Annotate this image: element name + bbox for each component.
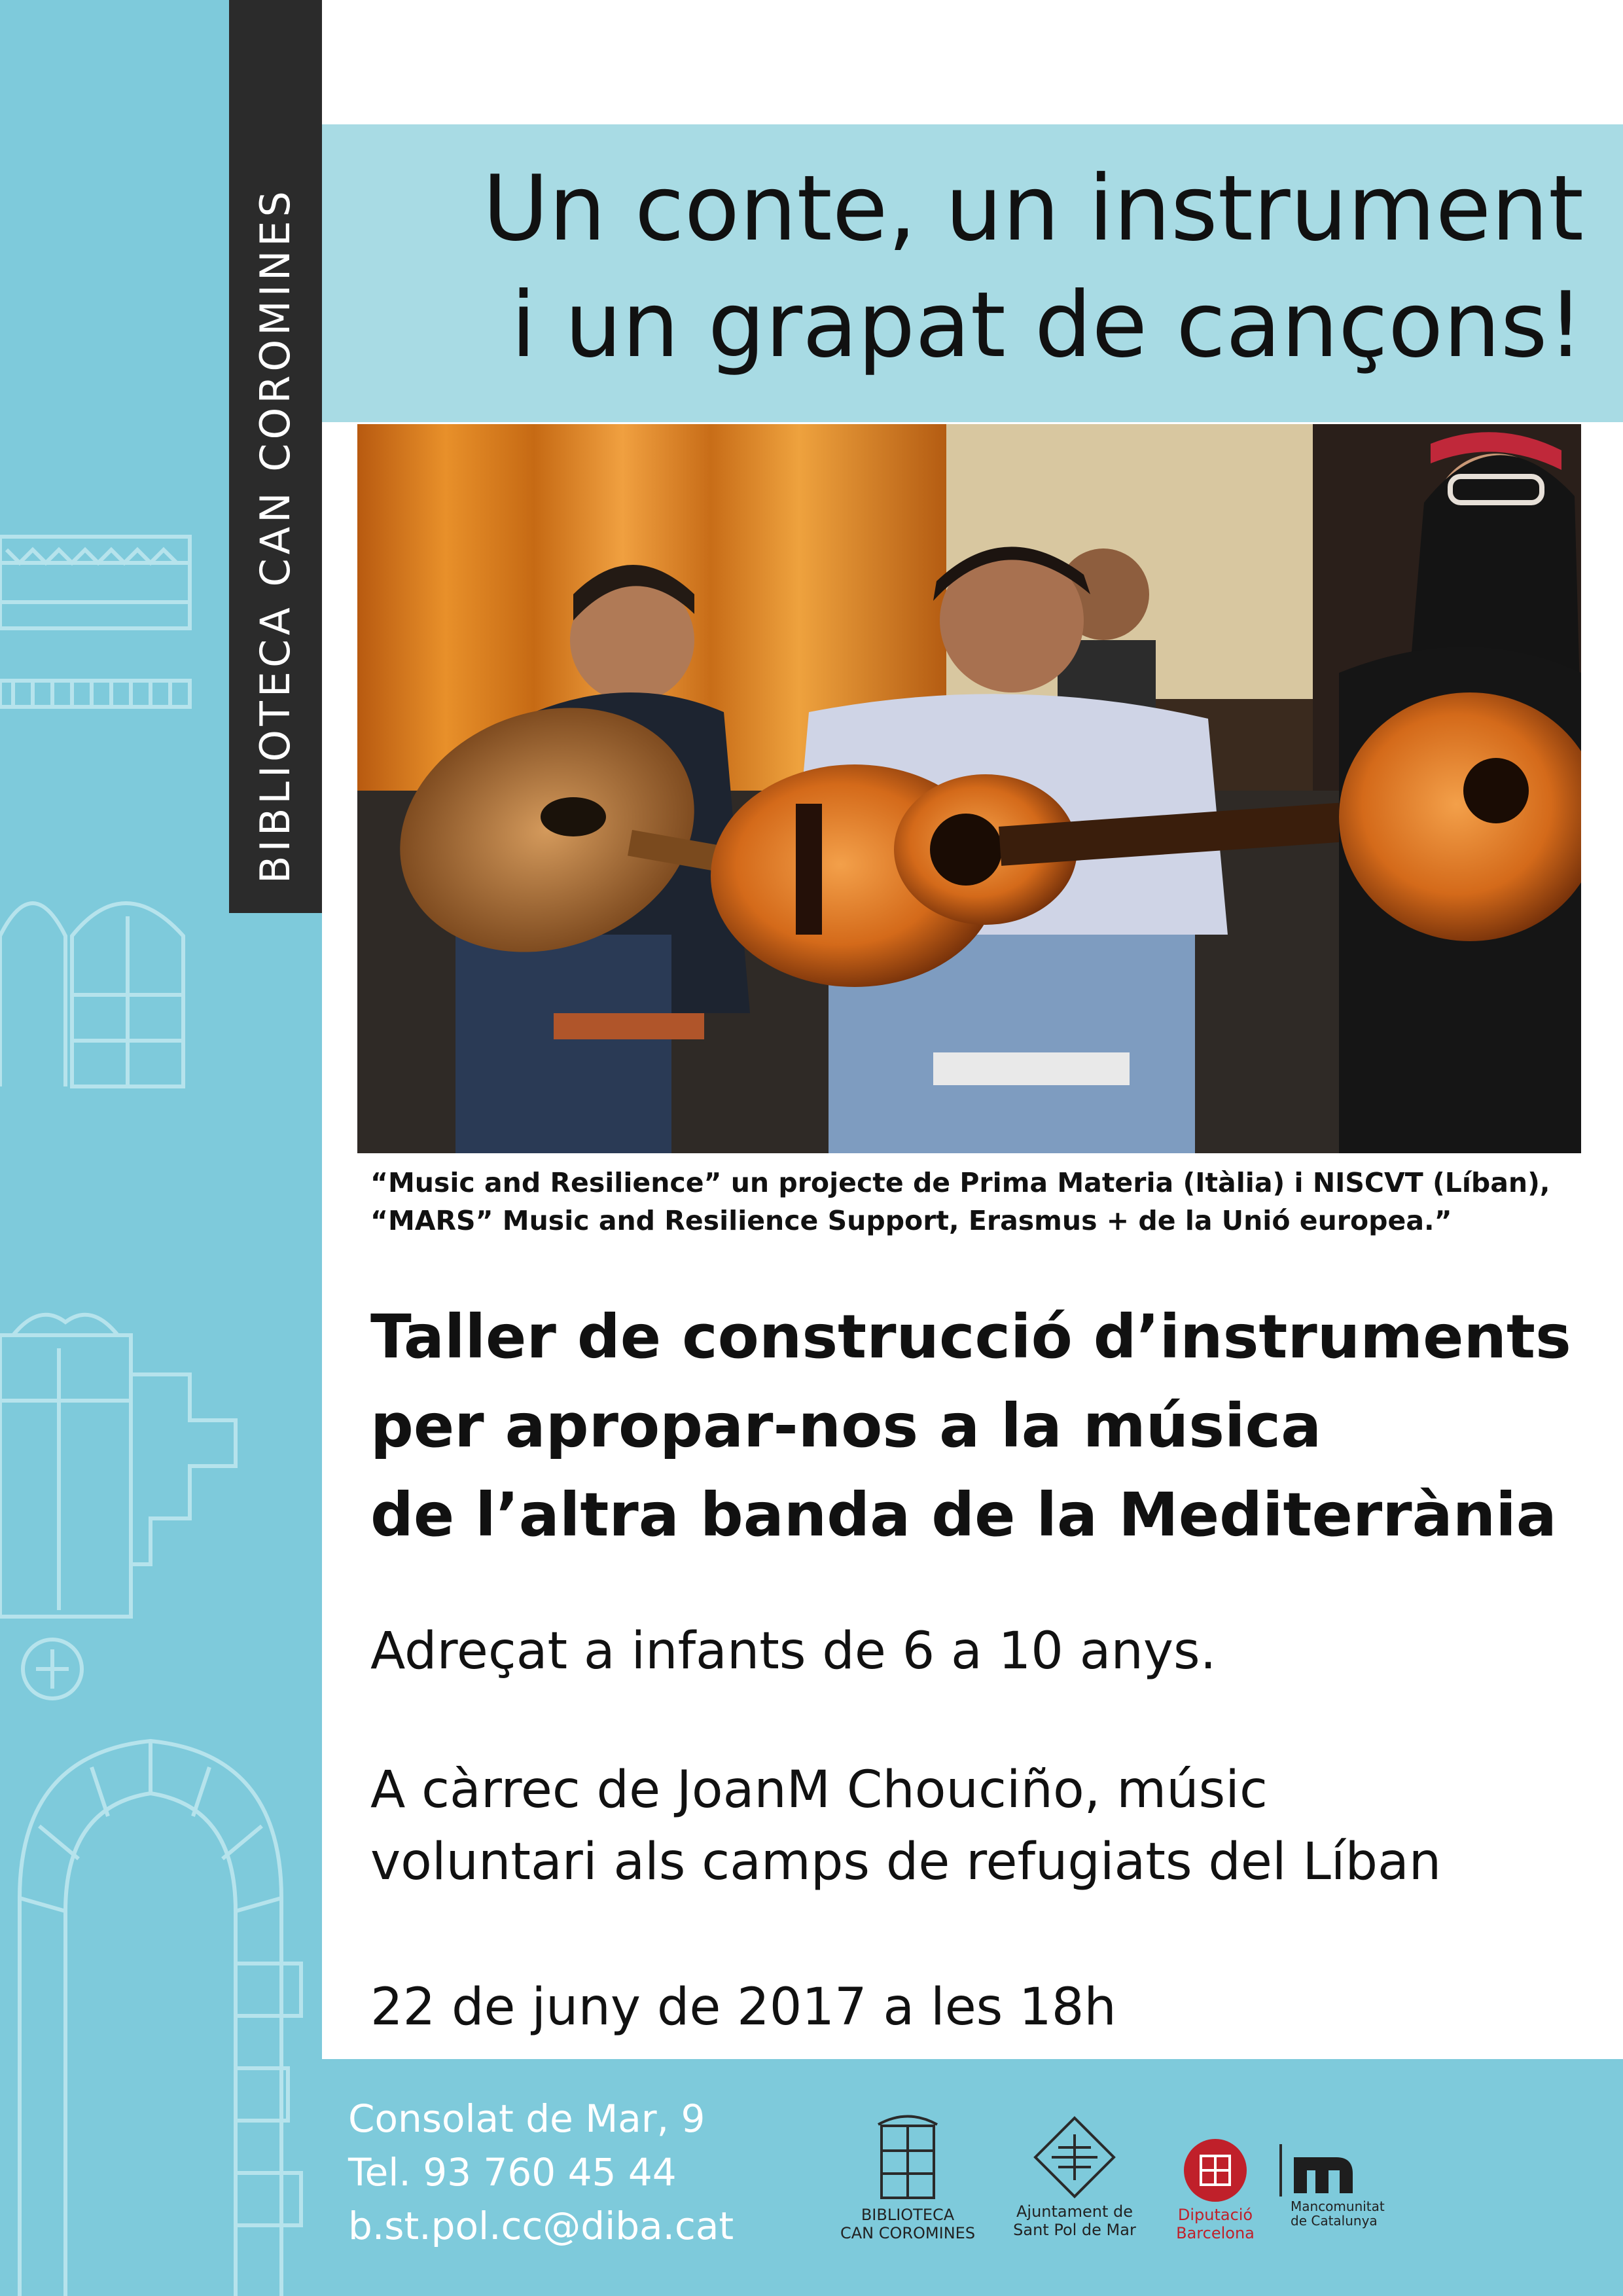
- mancomunitat-m-icon: [1277, 2144, 1363, 2197]
- contact-info: [348, 2092, 734, 2253]
- mancomunitat-logo: [1277, 2144, 1389, 2228]
- address-text: Consolat de Mar, 9: [348, 2096, 705, 2141]
- event-date: 22 de juny de 2017 a les 18h: [370, 1978, 1116, 2037]
- workshop-line-3: de l’altra banda de la Mediterrània: [370, 1480, 1557, 1550]
- biblioteca-logo-line-1: BIBLIOTECA: [861, 2206, 955, 2224]
- host-text: [370, 1754, 1601, 1898]
- library-building-icon: [872, 2111, 944, 2203]
- diputacio-seal-icon: [1183, 2138, 1248, 2203]
- ajuntament-shield-icon: [1032, 2115, 1117, 2200]
- photo-illustration-icon: [357, 424, 1581, 1153]
- workshop-line-2: per apropar-nos a la música: [370, 1391, 1322, 1461]
- diputacio-logo: [1166, 2138, 1264, 2242]
- phone-text: Tel. 93 760 45 44: [348, 2150, 677, 2195]
- caption-line-1: “Music and Resilience” un projecte de Prima Materia (Itàlia) i NISCVT (Líban),: [370, 1167, 1550, 1198]
- mancomunitat-logo-line-2: de Catalunya: [1291, 2213, 1378, 2229]
- audience-text: Adreçat a infants de 6 a 10 anys.: [370, 1622, 1217, 1681]
- diputacio-logo-line-1: Diputació: [1177, 2206, 1253, 2224]
- caption-line-2: “MARS” Music and Resilience Support, Erasmus + de la Unió europea.”: [370, 1205, 1452, 1236]
- left-decorative-panel: [0, 0, 322, 2296]
- biblioteca-logo-line-2: CAN COROMINES: [840, 2224, 976, 2242]
- photo-caption: [370, 1164, 1601, 1240]
- ajuntament-logo-line-2: Sant Pol de Mar: [1013, 2221, 1136, 2239]
- footer-band: [322, 2059, 1623, 2296]
- host-line-1: A càrrec de JoanM Chouciño, músic: [370, 1761, 1268, 1820]
- page-title: [340, 151, 1584, 384]
- mancomunitat-logo-line-1: Mancomunitat: [1291, 2198, 1385, 2214]
- ajuntament-logo: [996, 2115, 1153, 2239]
- title-band: [322, 124, 1623, 422]
- diputacio-logo-line-2: Barcelona: [1176, 2224, 1255, 2242]
- title-line-1: Un conte, un instrument: [482, 156, 1584, 261]
- children-playing-instruments-photo: [357, 424, 1581, 1153]
- biblioteca-logo: [826, 2111, 990, 2242]
- host-line-2: voluntari als camps de refugiats del Líban: [370, 1833, 1442, 1892]
- workshop-line-1: Taller de construcció d’instruments: [370, 1302, 1571, 1372]
- email-link[interactable]: b.st.pol.cc@diba.cat: [348, 2204, 734, 2248]
- workshop-heading: [370, 1293, 1601, 1560]
- ajuntament-logo-line-1: Ajuntament de: [1016, 2202, 1133, 2221]
- vertical-library-label: BIBLIOTECA CAN COROMINES: [251, 187, 299, 884]
- title-line-2: i un grapat de cançons!: [510, 272, 1584, 378]
